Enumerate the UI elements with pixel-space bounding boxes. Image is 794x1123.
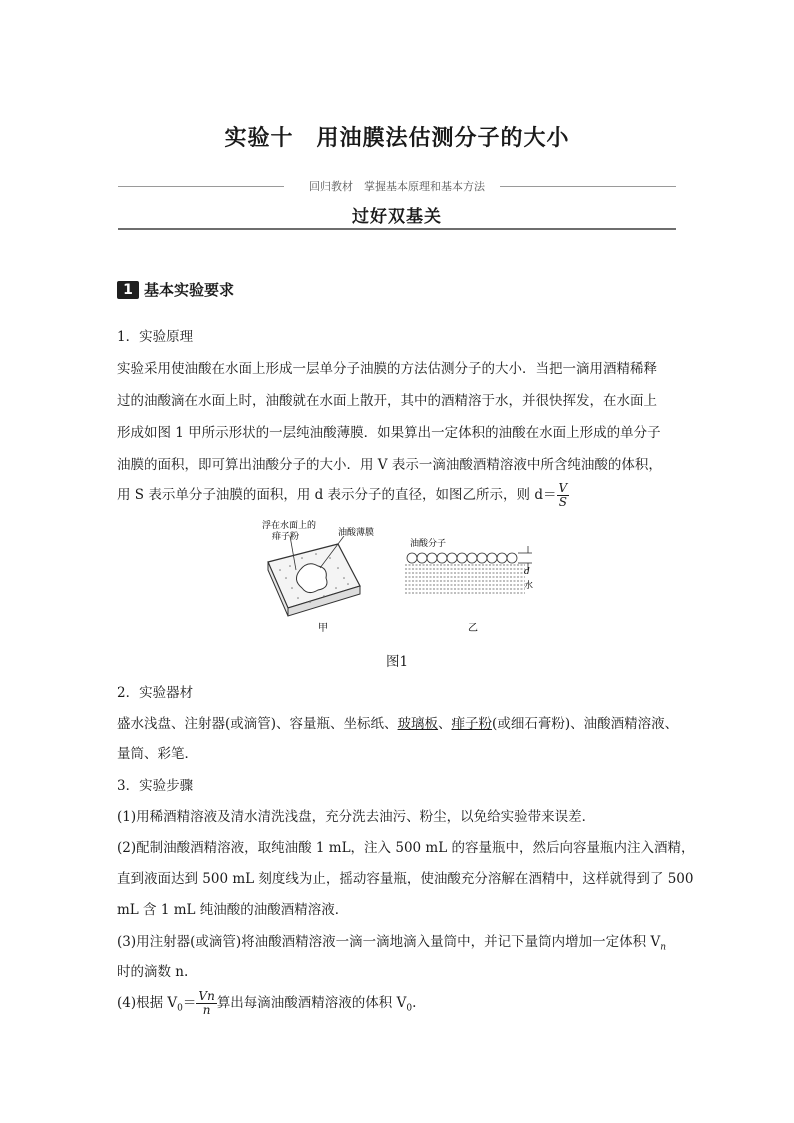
step-4-sub-0-end: 0 [406, 1003, 413, 1014]
principle-line-5 [117, 482, 569, 509]
step-4-tail: . [412, 995, 417, 1011]
step-3-line-1 [117, 930, 666, 953]
fraction-numerator: V [558, 481, 568, 495]
equipment-line-2: 量筒、彩笔． [117, 746, 198, 762]
equipment-heading: 2．实验器材 [117, 685, 194, 701]
equipment-separator: 、 [438, 716, 452, 732]
principle-line-4: 油膜的面积，即可算出油酸分子的大小．用 V 表示一滴油酸酒精溶液中所含纯油酸的体积， [117, 457, 662, 473]
principle-line-5-text: 用 S 表示单分子油膜的面积，用 d 表示分子的直径，如图乙所示，则 d＝ [117, 487, 557, 503]
equipment-line-1 [117, 712, 678, 732]
molecule-row [407, 553, 517, 563]
v0-numerator: Vn [198, 989, 215, 1003]
step-4 [117, 990, 416, 1017]
step-2-line-2: 直到液面达到 500 mL 刻度线为止，摇动容量瓶，使油酸充分溶解在酒精中，这样就得到了 500 [117, 871, 694, 887]
label-d: d [524, 567, 530, 577]
step-4-text-b: 算出每滴油酸酒精溶液的体积 V [216, 995, 407, 1011]
step-4-equals: ＝ [182, 995, 197, 1011]
banner-rule-bottom [118, 228, 676, 230]
section-title: 基本实验要求 [144, 281, 235, 299]
label-yi: 乙 [468, 623, 478, 634]
water-layer [405, 565, 525, 593]
equipment-text-b: (或细石膏粉)、油酸酒精溶液、 [492, 716, 679, 732]
v0-denominator: n [202, 1003, 211, 1017]
step-1: (1)用稀酒精溶液及清水清洗浅盘，充分洗去油污、粉尘，以免给实验带来误差． [117, 809, 596, 825]
principle-line-2: 过的油酸滴在水面上时，油酸就在水面上散开，其中的酒精溶于水，并很快挥发，在水面上 [117, 393, 657, 409]
step-2-line-3: mL 含 1 mL 纯油酸的油酸酒精溶液． [117, 902, 349, 918]
steps-heading: 3．实验步骤 [117, 778, 194, 794]
step-3-subscript: n [660, 942, 666, 953]
step-3-text: (3)用注射器(或滴管)将油酸酒精溶液一滴一滴地滴入量筒中，并记下量筒内增加一定体积 V [117, 934, 661, 950]
principle-line-3: 形成如图 1 甲所示形状的一层纯油酸薄膜．如果算出一定体积的油酸在水面上形成的单分子 [117, 425, 661, 441]
equipment-powder: 痱子粉 [451, 716, 493, 732]
section-number-badge: 1 [117, 281, 139, 299]
step-4-text-a: (4)根据 V [117, 995, 178, 1011]
section-heading [117, 279, 234, 300]
step-4-sub-0: 0 [177, 1003, 183, 1014]
page-title: 实验十 用油膜法估测分子的大小 [224, 126, 570, 151]
label-molecule: 油酸分子 [410, 539, 447, 549]
step-2-line-1: (2)配制油酸酒精溶液，取纯油酸 1 mL，注入 500 mL 的容量瓶中，然后向容量瓶内注入酒精， [117, 840, 695, 856]
label-powder-line1: 浮在水面上的 [262, 521, 317, 531]
formula-d-fraction [557, 482, 570, 509]
equipment-text-a: 盛水浅盘、注射器(或滴管)、容量瓶、坐标纸、 [117, 716, 398, 732]
formula-v0-fraction [196, 990, 216, 1017]
banner-heading: 过好双基关 [352, 207, 442, 227]
figure-1-diagram [240, 518, 560, 638]
label-film: 油酸薄膜 [338, 528, 375, 538]
label-jia: 甲 [318, 623, 328, 634]
label-water: 水 [524, 581, 534, 591]
fraction-denominator: S [558, 495, 567, 509]
equipment-glass-plate: 玻璃板 [397, 716, 439, 732]
step-3-line-2: 时的滴数 n. [117, 964, 189, 980]
principle-heading: 1．实验原理 [117, 329, 194, 345]
banner-subtitle: 回归教材 掌握基本原理和基本方法 [309, 180, 485, 193]
tray-illustration [268, 536, 360, 616]
section-banner [118, 178, 676, 230]
figure-caption: 图1 [385, 654, 409, 670]
label-powder-line2: 痱子粉 [272, 532, 300, 542]
principle-line-1: 实验采用使油酸在水面上形成一层单分子油膜的方法估测分子的大小．当把一滴用酒精稀释 [117, 361, 657, 377]
